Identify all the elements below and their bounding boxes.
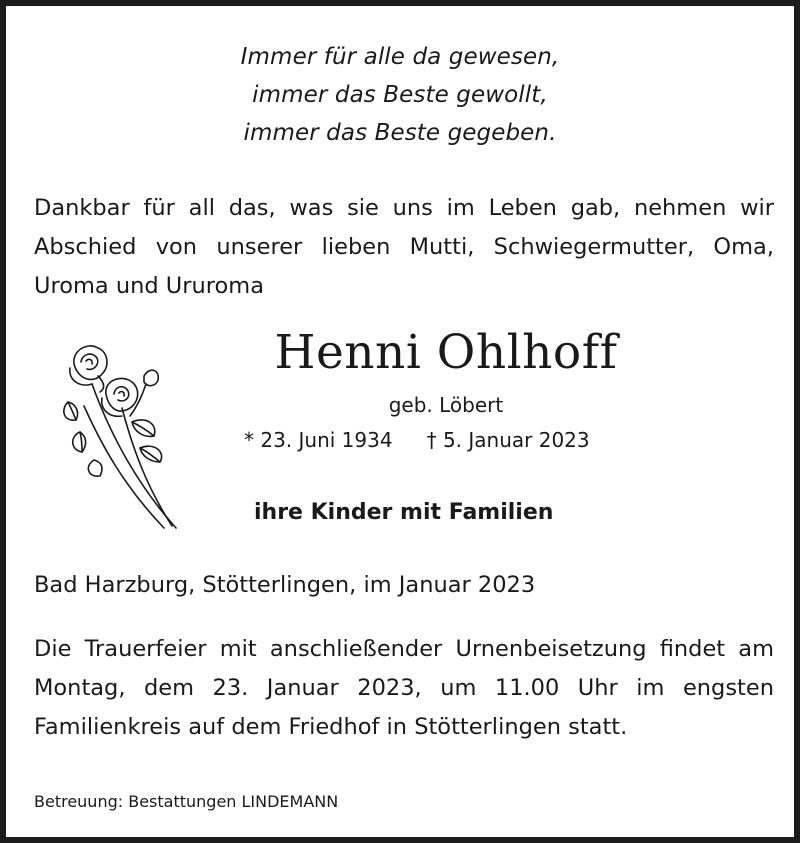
life-dates — [244, 424, 590, 456]
birth-name: geb. Löbert — [388, 393, 504, 417]
mourners: ihre Kinder mit Familien — [254, 500, 554, 525]
verse-line-1: Immer für alle da gewesen, — [240, 44, 560, 70]
verse-line-2: immer das Beste gewollt, — [252, 82, 548, 108]
death-date: † 5. Januar 2023 — [426, 428, 590, 452]
funeral-home-credit: Betreuung: Bestattungen LINDEMANN — [34, 792, 339, 811]
ceremony-text: Die Trauerfeier mit anschließender Urnenbeisetzung findet am Montag, dem 23. Januar 2023, um 11.00 Uhr im engsten Familienkreis auf dem Friedhof in Stötterlingen statt. — [34, 636, 774, 740]
deceased-name: Henni Ohlhoff — [274, 325, 618, 380]
birth-date: * 23. Juni 1934 — [244, 428, 393, 452]
place-date: Bad Harzburg, Stötterlingen, im Januar 2023 — [34, 572, 536, 598]
verse — [6, 38, 794, 152]
intro-text: Dankbar für all das, was sie uns im Leben gab, nehmen wir Abschied von unserer lieben Mutti, Schwiegermutter, Oma, Uroma und Ururoma — [34, 195, 774, 299]
verse-line-3: immer das Beste gegeben. — [243, 120, 557, 146]
